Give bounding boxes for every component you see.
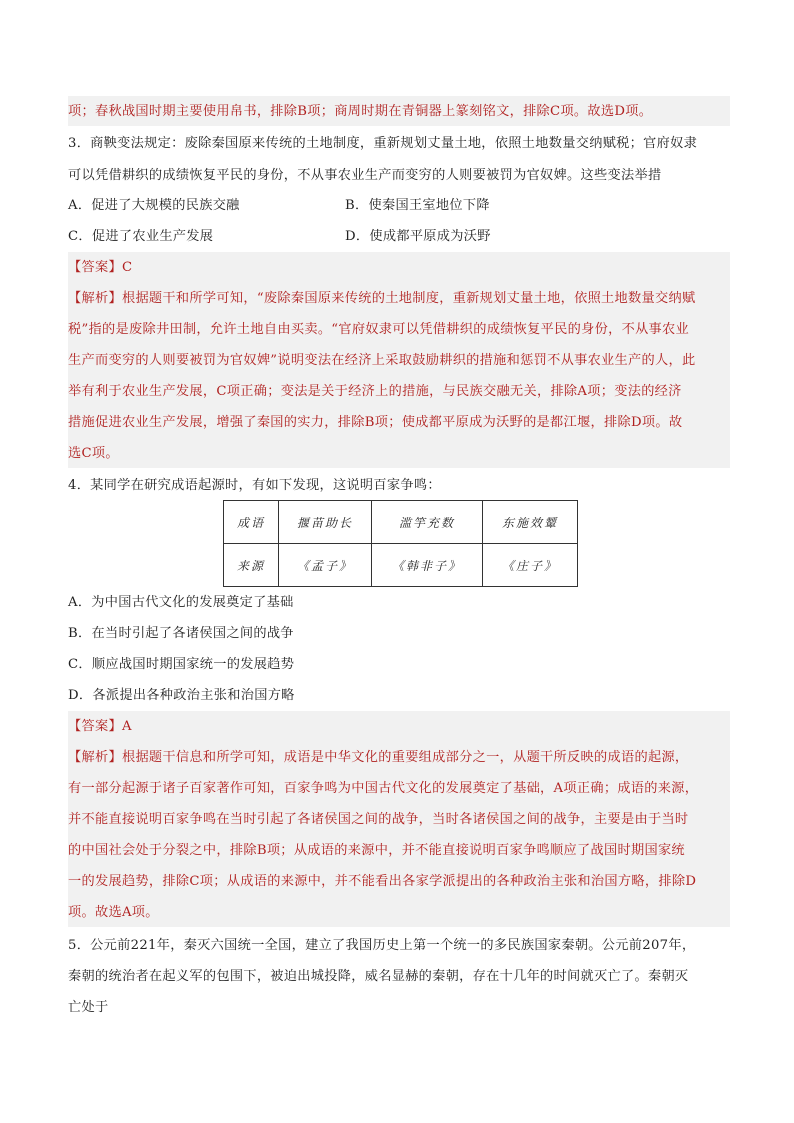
q3-analysis-text-1: 根据题干和所学可知，“废除秦国原来传统的土地制度，重新规划丈量土地，依照土地数量交纳赋 xyxy=(121,291,696,306)
q3-option-b: B．使秦国王室地位下降 xyxy=(345,198,490,213)
q3-analysis-label: 【解析】 xyxy=(68,291,122,306)
q4-answer xyxy=(68,711,728,742)
table-cell: 《孟子》 xyxy=(279,544,372,587)
q3-analysis-line-2: 税”指的是废除井田制，允许土地自由买卖。“官府奴隶可以凭借耕织的成绩恢复平民的身份，不从事农业 xyxy=(68,322,690,337)
q4-answer-label: 【答案】 xyxy=(68,719,122,734)
q3-option-d: D．使成都平原成为沃野 xyxy=(345,229,491,244)
q3-answer-value: C xyxy=(121,260,133,275)
table-row xyxy=(224,544,578,587)
q4-stem: 4．某同学在研究成语起源时，有如下发现，这说明百家争鸣： xyxy=(68,478,441,493)
q4-option-c: C．顺应战国时期国家统一的发展趋势 xyxy=(68,657,295,672)
q5-stem-line-1: 5．公元前221年，秦灭六国统一全国，建立了我国历史上第一个统一的多民族国家秦朝。公元前207年， xyxy=(68,938,696,953)
q3-stem-line-2: 可以凭借耕织的成绩恢复平民的身份，不从事农业生产而变穷的人则要被罚为官奴婢。这些变法举措 xyxy=(68,168,662,183)
q3-analysis-line-1 xyxy=(68,283,728,314)
q4-analysis-line-6: 项。故选A项。 xyxy=(68,905,159,920)
idiom-source-table xyxy=(223,500,578,587)
q5-stem-line-2: 秦朝的统治者在起义军的包围下，被迫出城投降，威名显赫的秦朝，存在十几年的时间就灭亡了。秦朝灭 xyxy=(68,969,689,984)
q4-analysis-text-1: 根据题干信息和所学可知，成语是中华文化的重要组成部分之一，从题干所反映的成语的起源， xyxy=(121,750,689,765)
q3-option-a: A．促进了大规模的民族交融 xyxy=(68,198,240,213)
q3-analysis-line-6: 选C项。 xyxy=(68,446,119,461)
q4-analysis-line-2: 有一部分起源于诸子百家著作可知，百家争鸣为中国古代文化的发展奠定了基础，A项正确；成语的来源， xyxy=(68,781,699,796)
q4-option-a: A．为中国古代文化的发展奠定了基础 xyxy=(68,595,294,610)
table-cell: 揠苗助长 xyxy=(279,501,372,544)
prev-analysis-line: 项；春秋战国时期主要使用帛书，排除B项；商周时期在青铜器上篆刻铭文，排除C项。故选D项。 xyxy=(68,104,653,119)
q3-analysis-line-5: 措施促进农业生产发展，增强了秦国的实力，排除B项；使成都平原成为沃野的是都江堰，排除D项。故 xyxy=(68,415,683,430)
q3-answer xyxy=(68,252,728,283)
q5-stem-line-3: 亡处于 xyxy=(68,1000,109,1015)
q4-analysis-label: 【解析】 xyxy=(68,750,122,765)
q3-option-c: C．促进了农业生产发展 xyxy=(68,229,214,244)
q4-option-b: B．在当时引起了各诸侯国之间的战争 xyxy=(68,626,294,641)
q3-analysis-line-3: 生产而变穷的人则要被罚为官奴婢”说明变法在经济上采取鼓励耕织的措施和惩罚不从事农业生产的人，此 xyxy=(68,353,696,368)
q4-analysis-line-3: 并不能直接说明百家争鸣在当时引起了各诸侯国之间的战争，当时各诸侯国之间的战争，主要是由于当时 xyxy=(68,812,689,827)
table-cell: 《庄子》 xyxy=(483,544,578,587)
table-row xyxy=(224,501,578,544)
q3-answer-label: 【答案】 xyxy=(68,260,122,275)
table-cell: 东施效颦 xyxy=(483,501,578,544)
table-cell: 滥竽充数 xyxy=(372,501,483,544)
q4-option-d: D．各派提出各种政治主张和治国方略 xyxy=(68,688,295,703)
table-cell: 成语 xyxy=(224,501,279,544)
q4-analysis-line-5: 一的发展趋势，排除C项；从成语的来源中，并不能看出各家学派提出的各种政治主张和治国方略，排除D xyxy=(68,874,697,889)
table-cell: 《韩非子》 xyxy=(372,544,483,587)
q3-stem-line-1: 3．商鞅变法规定：废除秦国原来传统的土地制度，重新规划丈量土地，依照土地数量交纳赋税；官府奴隶 xyxy=(68,136,698,151)
table-cell: 来源 xyxy=(224,544,279,587)
q4-analysis-line-1 xyxy=(68,742,728,773)
q4-answer-value: A xyxy=(121,719,132,734)
q3-analysis-line-4: 举有利于农业生产发展，C项正确；变法是关于经济上的措施，与民族交融无关，排除A项；变法的经济 xyxy=(68,384,682,399)
q4-analysis-line-4: 的中国社会处于分裂之中，排除B项；从成语的来源中，并不能直接说明百家争鸣顺应了战国时期国家统 xyxy=(68,843,685,858)
